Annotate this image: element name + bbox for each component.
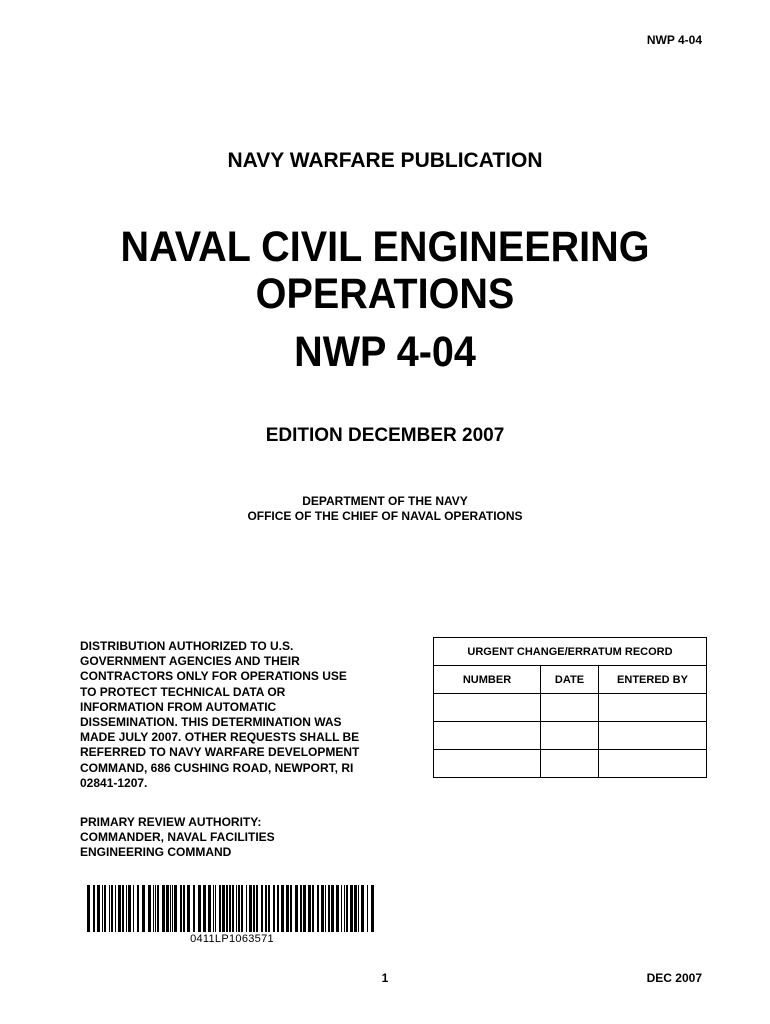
table-cell (541, 722, 599, 750)
review-authority (80, 815, 410, 861)
column-header-date: DATE (541, 666, 599, 694)
review-line: PRIMARY REVIEW AUTHORITY: (80, 815, 262, 829)
table-row (434, 694, 707, 722)
distribution-line: CONTRACTORS ONLY FOR OPERATIONS USE (80, 669, 347, 684)
erratum-record-table (433, 637, 707, 778)
table-cell (541, 694, 599, 722)
department-line-2: OFFICE OF THE CHIEF OF NAVAL OPERATIONS (247, 509, 523, 523)
distribution-line: INFORMATION FROM AUTOMATIC (80, 699, 277, 714)
department-block (0, 494, 770, 524)
table-cell (434, 694, 541, 722)
document-title-line-1: NAVAL CIVIL ENGINEERING (120, 223, 650, 271)
distribution-line: DISTRIBUTION AUTHORIZED TO U.S. (80, 639, 294, 653)
column-header-number: NUMBER (434, 666, 541, 694)
barcode-number: 0411LP1063571 (190, 933, 274, 945)
table-cell (434, 722, 541, 750)
series-title: NAVY WARFARE PUBLICATION (227, 149, 543, 172)
department-line-1: DEPARTMENT OF THE NAVY (302, 494, 468, 508)
distribution-line: 02841-1207. (80, 775, 148, 790)
review-line: ENGINEERING COMMAND (80, 845, 232, 860)
distribution-line: COMMAND, 686 CUSHING ROAD, NEWPORT, RI (80, 760, 354, 775)
distribution-line: TO PROTECT TECHNICAL DATA OR (80, 684, 286, 699)
table-cell (541, 750, 599, 778)
table-cell (599, 722, 707, 750)
header-pub-code: NWP 4-04 (646, 33, 702, 47)
edition-label: EDITION DECEMBER 2007 (265, 425, 505, 446)
table-row (434, 750, 707, 778)
table-cell (599, 750, 707, 778)
distribution-line: GOVERNMENT AGENCIES AND THEIR (80, 654, 300, 669)
table-cell (434, 750, 541, 778)
distribution-line: MADE JULY 2007. OTHER REQUESTS SHALL BE (80, 730, 360, 745)
column-header-entered-by: ENTERED BY (599, 666, 707, 694)
page-number: 1 (381, 971, 389, 985)
distribution-statement (80, 639, 410, 791)
review-line: COMMANDER, NAVAL FACILITIES (80, 830, 275, 845)
distribution-line: REFERRED TO NAVY WARFARE DEVELOPMENT (80, 745, 360, 760)
document-title (31, 224, 739, 318)
table-cell (599, 694, 707, 722)
footer-date: DEC 2007 (646, 971, 702, 985)
erratum-table-caption: URGENT CHANGE/ERRATUM RECORD (434, 638, 707, 666)
table-row (434, 722, 707, 750)
document-title-line-2: OPERATIONS (255, 270, 515, 318)
barcode-image (87, 885, 377, 932)
publication-number: NWP 4-04 (294, 328, 476, 376)
distribution-line: DISSEMINATION. THIS DETERMINATION WAS (80, 715, 342, 730)
